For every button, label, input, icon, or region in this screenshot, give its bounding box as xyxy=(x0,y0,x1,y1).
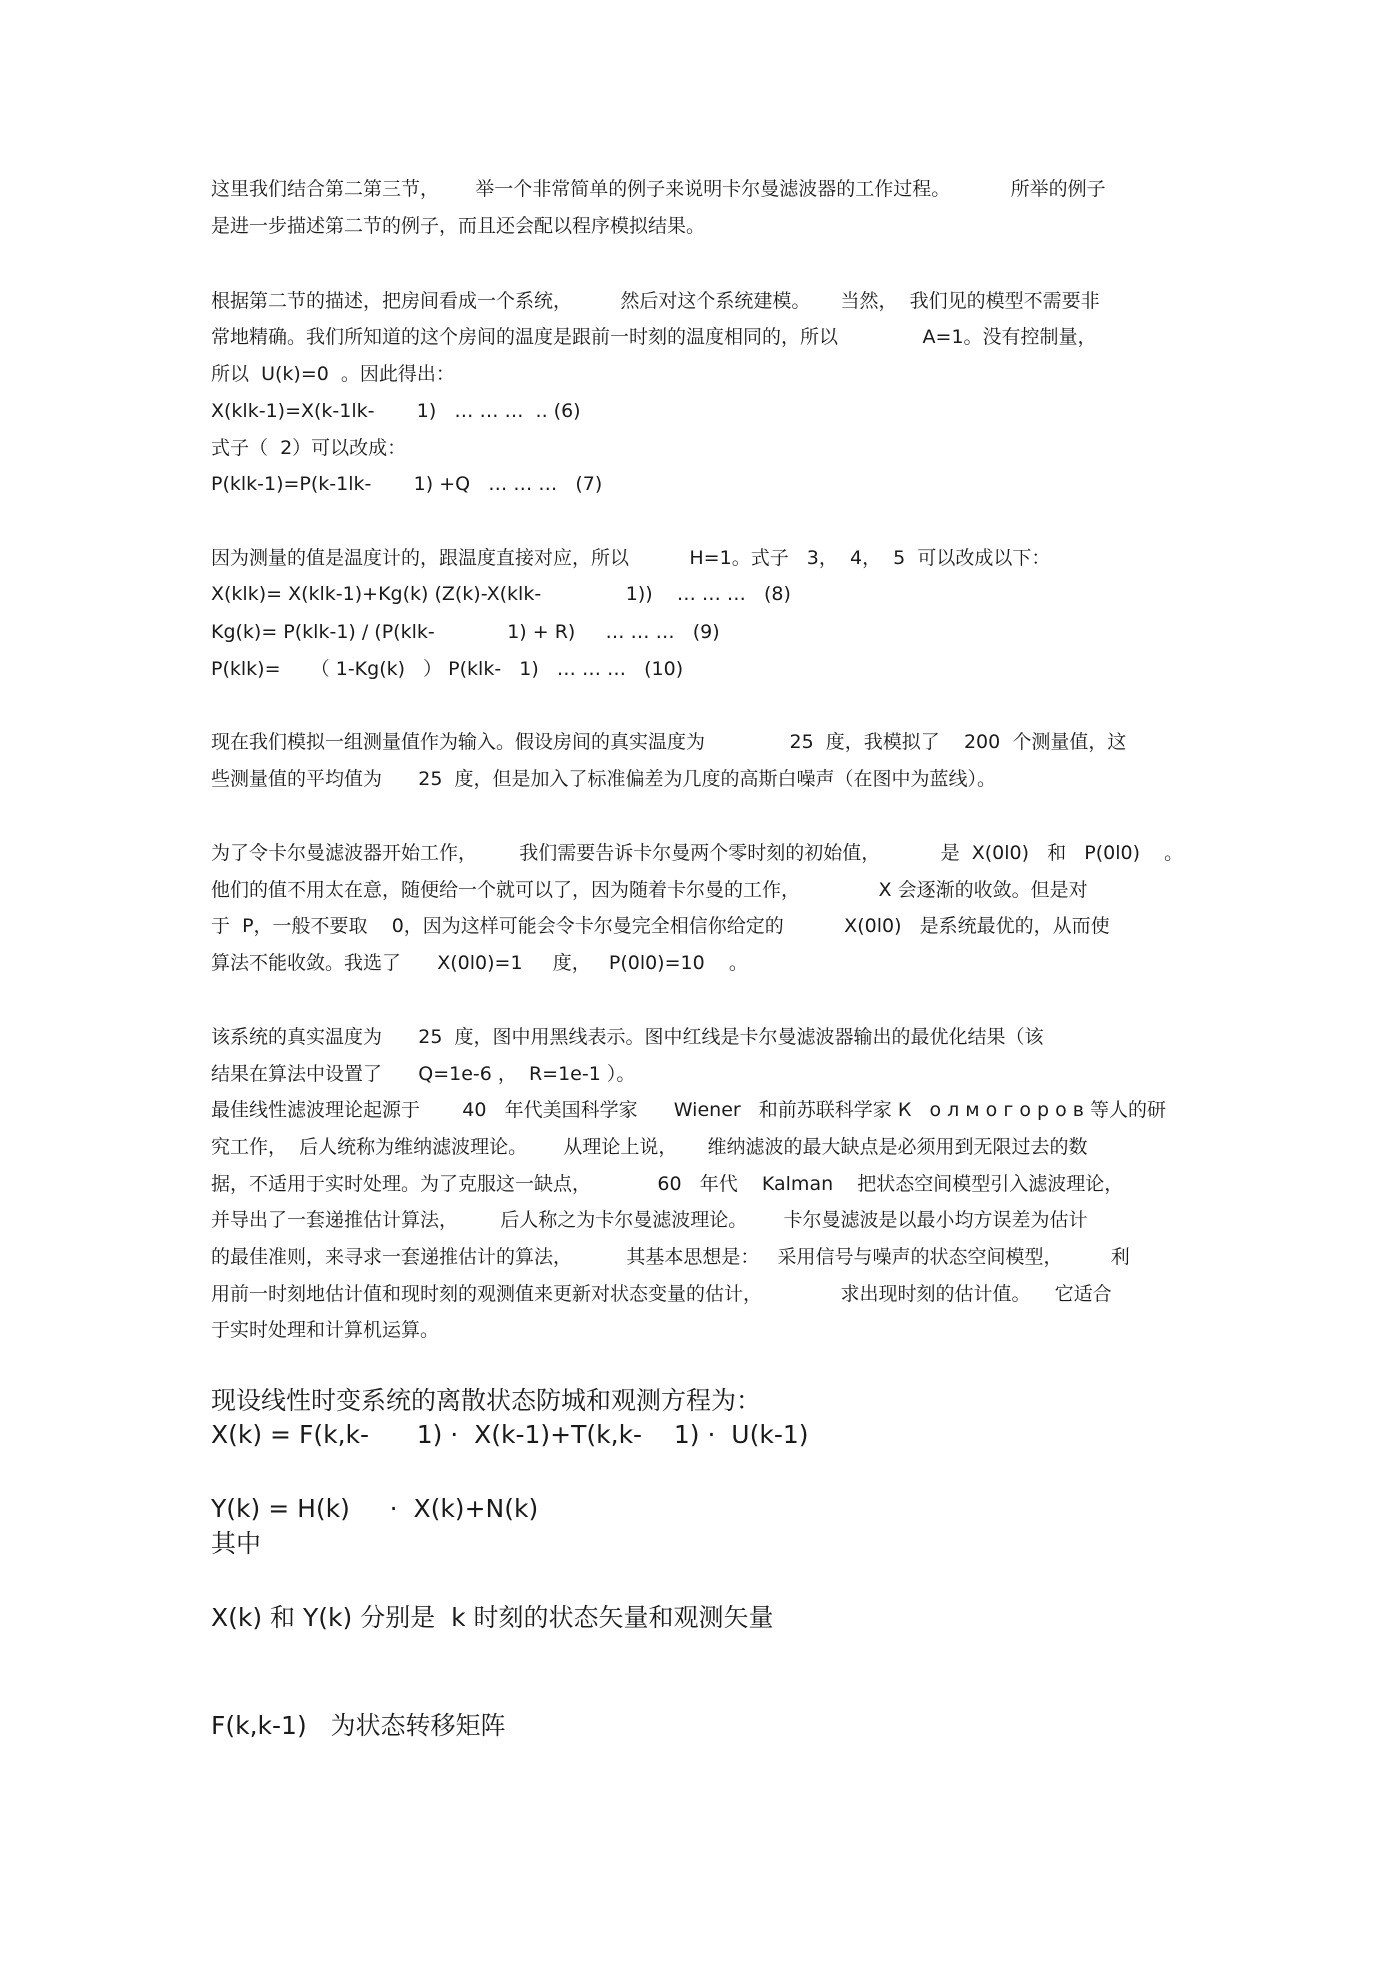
text-line: F(k,k-1) 为状态转移矩阵 xyxy=(211,1711,506,1740)
text-line: 现在我们模拟一组测量值作为输入。假设房间的真实温度为 25 度，我模拟了 200 个测量值，这 xyxy=(211,731,1127,753)
text-line: 算法不能收敛。我选了 X(0l0)=1 度， P(0l0)=10 。 xyxy=(211,952,748,974)
text-line: 该系统的真实温度为 25 度，图中用黑线表示。图中红线是卡尔曼滤波器输出的最优化结果（该 xyxy=(211,1026,1044,1048)
text-line: 因为测量的值是温度计的，跟温度直接对应，所以 H=1。式子 3， 4， 5 可以改成以下： xyxy=(211,547,1051,569)
text-line: 并导出了一套递推估计算法， 后人称之为卡尔曼滤波理论。 卡尔曼滤波是以最小均方误差为估计 xyxy=(211,1209,1088,1231)
text-line: 据，不适用于实时处理。为了克服这一缺点， 60 年代 Kalman 把状态空间模型引入滤波理论， xyxy=(211,1173,1124,1195)
text-line: 究工作， 后人统称为维纳滤波理论。 从理论上说， 维纳滤波的最大缺点是必须用到无限过去的数 xyxy=(211,1136,1088,1158)
text-line: 的最佳准则，来寻求一套递推估计的算法， 其基本思想是： 采用信号与噪声的状态空间模型， 利 xyxy=(211,1246,1130,1268)
text-line: 结果在算法中设置了 Q=1e-6 ， R=1e-1 ）。 xyxy=(211,1063,636,1085)
equation-8: X(klk)= X(klk-1)+Kg(k) (Z(k)-X(klk- 1)) … … … (8) xyxy=(211,583,791,605)
text-line: 最佳线性滤波理论起源于 40 年代美国科学家 Wiener 和前苏联科学家 К о л м о г о р о в 等人的研 xyxy=(211,1099,1167,1121)
text-line: 所以 U(k)=0 。因此得出： xyxy=(211,363,455,385)
text-line: 为了令卡尔曼滤波器开始工作， 我们需要告诉卡尔曼两个零时刻的初始值， 是 X(0l0) 和 P(0l0) 。 xyxy=(211,842,1184,864)
text-line: 是进一步描述第二节的例子，而且还会配以程序模拟结果。 xyxy=(211,215,706,237)
text-line: 式子（ 2）可以改成： xyxy=(211,437,407,459)
equation-7: P(klk-1)=P(k-1lk- 1) +Q … … … (7) xyxy=(211,473,603,495)
text-line: 于实时处理和计算机运算。 xyxy=(211,1319,440,1341)
text-line: 常地精确。我们所知道的这个房间的温度是跟前一时刻的温度相同的，所以 A=1。没有控制量， xyxy=(211,326,1097,348)
text-line: X(k) 和 Y(k) 分别是 k 时刻的状态矢量和观测矢量 xyxy=(211,1603,774,1632)
state-equation: X(k) = F(k,k- 1) · X(k-1)+T(k,k- 1) · U(k-1) xyxy=(211,1420,809,1449)
equation-10: P(klk)= （ 1-Kg(k) ） P(klk- 1) … … … (10) xyxy=(211,658,684,680)
equation-6: X(klk-1)=X(k-1lk- 1) … … … .. (6) xyxy=(211,400,581,422)
text-line: 现设线性时变系统的离散状态防城和观测方程为： xyxy=(211,1386,762,1415)
observation-equation: Y(k) = H(k) · X(k)+N(k) xyxy=(211,1494,539,1523)
text-line: 用前一时刻地估计值和现时刻的观测值来更新对状态变量的估计， 求出现时刻的估计值。 它适合 xyxy=(211,1283,1112,1305)
text-line: 些测量值的平均值为 25 度，但是加入了标准偏差为几度的高斯白噪声（在图中为蓝线）。 xyxy=(211,768,996,790)
text-line: 根据第二节的描述，把房间看成一个系统， 然后对这个系统建模。 当然， 我们见的模型不需要非 xyxy=(211,290,1100,312)
equation-9: Kg(k)= P(klk-1) / (P(klk- 1) + R) … … … (9) xyxy=(211,621,720,643)
text-line: 其中 xyxy=(211,1529,262,1558)
text-line: 他们的值不用太在意，随便给一个就可以了，因为随着卡尔曼的工作， X 会逐渐的收敛。但是对 xyxy=(211,879,1088,901)
text-line: 于 P，一般不要取 0，因为这样可能会令卡尔曼完全相信你给定的 X(0l0) 是系统最优的，从而使 xyxy=(211,915,1110,937)
text-line: 这里我们结合第二第三节， 举一个非常简单的例子来说明卡尔曼滤波器的工作过程。 所举的例子 xyxy=(211,178,1106,200)
